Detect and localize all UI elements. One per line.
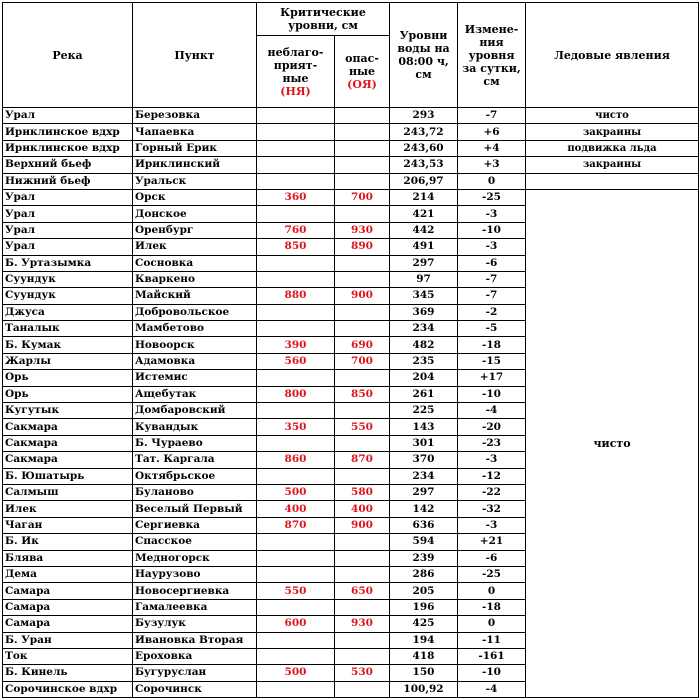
point-cell: Октябрьское <box>133 468 257 484</box>
unfavorable-level-cell: 760 <box>257 222 335 238</box>
river-cell: Суундук <box>3 271 133 287</box>
unfavorable-level-cell: 350 <box>257 419 335 435</box>
water-level-cell: 150 <box>390 665 458 681</box>
ice-phenomena-cell: подвижка льда <box>526 140 699 156</box>
ice-phenomena-cell: чисто <box>526 108 699 124</box>
dangerous-level-cell <box>335 124 390 140</box>
river-cell: Сакмара <box>3 452 133 468</box>
water-level-cell: 243,53 <box>390 157 458 173</box>
river-cell: Б. Уран <box>3 632 133 648</box>
dangerous-level-cell: 550 <box>335 419 390 435</box>
point-cell: Тат. Каргала <box>133 452 257 468</box>
water-level-cell: 97 <box>390 271 458 287</box>
dangerous-level-cell <box>335 599 390 615</box>
water-level-cell: 234 <box>390 468 458 484</box>
unfavorable-level-cell <box>257 681 335 697</box>
header-ice: Ледовые явления <box>526 3 699 108</box>
level-change-cell: +3 <box>458 157 526 173</box>
water-level-cell: 482 <box>390 337 458 353</box>
unfavorable-level-cell: 550 <box>257 583 335 599</box>
level-change-cell: 0 <box>458 616 526 632</box>
river-cell: Орь <box>3 386 133 402</box>
unfavorable-level-cell <box>257 566 335 582</box>
water-level-cell: 214 <box>390 189 458 205</box>
water-level-cell: 636 <box>390 517 458 533</box>
river-cell: Чаган <box>3 517 133 533</box>
water-level-cell: 204 <box>390 370 458 386</box>
dangerous-level-cell: 890 <box>335 239 390 255</box>
dangerous-level-cell <box>335 321 390 337</box>
level-change-cell: -7 <box>458 288 526 304</box>
unfavorable-level-cell: 360 <box>257 189 335 205</box>
point-cell: Березовка <box>133 108 257 124</box>
point-cell: Наурузово <box>133 566 257 582</box>
point-cell: Добровольское <box>133 304 257 320</box>
river-cell: Самара <box>3 616 133 632</box>
river-cell: Б. Юшатырь <box>3 468 133 484</box>
unfavorable-level-cell <box>257 632 335 648</box>
river-cell: Урал <box>3 222 133 238</box>
unfavorable-level-cell: 860 <box>257 452 335 468</box>
level-change-cell: -6 <box>458 255 526 271</box>
table-row <box>3 157 699 173</box>
unfavorable-level-cell <box>257 304 335 320</box>
point-cell: Истемис <box>133 370 257 386</box>
unfavorable-level-cell <box>257 173 335 189</box>
water-level-cell: 194 <box>390 632 458 648</box>
dangerous-level-cell: 690 <box>335 337 390 353</box>
water-level-cell: 243,72 <box>390 124 458 140</box>
dangerous-level-cell: 580 <box>335 484 390 500</box>
point-cell: Сергиевка <box>133 517 257 533</box>
level-change-cell: +6 <box>458 124 526 140</box>
level-change-cell: -4 <box>458 403 526 419</box>
water-level-cell: 345 <box>390 288 458 304</box>
river-cell: Урал <box>3 206 133 222</box>
level-change-cell: -7 <box>458 271 526 287</box>
river-cell: Ириклинское вдхр <box>3 124 133 140</box>
unfavorable-level-cell <box>257 157 335 173</box>
dangerous-level-cell: 870 <box>335 452 390 468</box>
river-cell: Верхний бьеф <box>3 157 133 173</box>
level-change-cell: -25 <box>458 189 526 205</box>
river-cell: Сорочинское вдхр <box>3 681 133 697</box>
header-unfavorable-l2: прият- <box>273 58 318 72</box>
water-level-cell: 297 <box>390 255 458 271</box>
unfavorable-level-cell: 800 <box>257 386 335 402</box>
level-change-cell: -15 <box>458 353 526 369</box>
header-change: Измене-ния уровня за сутки, см <box>458 3 526 108</box>
water-level-cell: 225 <box>390 403 458 419</box>
dangerous-level-cell <box>335 271 390 287</box>
water-level-cell: 491 <box>390 239 458 255</box>
dangerous-level-cell <box>335 370 390 386</box>
river-cell: Кугутык <box>3 403 133 419</box>
unfavorable-level-cell <box>257 255 335 271</box>
point-cell: Бузулук <box>133 616 257 632</box>
point-cell: Горный Ерик <box>133 140 257 156</box>
ice-phenomena-cell: закраины <box>526 124 699 140</box>
dangerous-level-cell <box>335 435 390 451</box>
dangerous-level-cell: 700 <box>335 353 390 369</box>
dangerous-level-cell <box>335 632 390 648</box>
unfavorable-level-cell <box>257 403 335 419</box>
water-level-cell: 261 <box>390 386 458 402</box>
unfavorable-level-cell <box>257 124 335 140</box>
water-level-cell: 239 <box>390 550 458 566</box>
unfavorable-level-cell: 560 <box>257 353 335 369</box>
river-cell: Джуса <box>3 304 133 320</box>
level-change-cell: -11 <box>458 632 526 648</box>
unfavorable-level-cell <box>257 599 335 615</box>
water-level-cell: 243,60 <box>390 140 458 156</box>
dangerous-level-cell <box>335 566 390 582</box>
unfavorable-level-cell: 500 <box>257 484 335 500</box>
river-cell: Б. Ик <box>3 534 133 550</box>
point-cell: Новоорск <box>133 337 257 353</box>
water-level-cell: 442 <box>390 222 458 238</box>
table-row <box>3 140 699 156</box>
point-cell: Адамовка <box>133 353 257 369</box>
level-change-cell: -10 <box>458 222 526 238</box>
table-row <box>3 124 699 140</box>
dangerous-level-cell <box>335 534 390 550</box>
point-cell: Гамалеевка <box>133 599 257 615</box>
point-cell: Б. Чураево <box>133 435 257 451</box>
unfavorable-level-cell <box>257 468 335 484</box>
dangerous-level-cell: 850 <box>335 386 390 402</box>
hydro-table-container <box>2 2 698 698</box>
ice-phenomena-cell <box>526 173 699 189</box>
point-cell: Майский <box>133 288 257 304</box>
point-cell: Новосергиевка <box>133 583 257 599</box>
water-level-cell: 142 <box>390 501 458 517</box>
header-river: Река <box>3 3 133 108</box>
water-level-cell: 234 <box>390 321 458 337</box>
dangerous-level-cell: 900 <box>335 517 390 533</box>
level-change-cell: -10 <box>458 665 526 681</box>
unfavorable-level-cell <box>257 271 335 287</box>
ice-phenomena-merged-cell: чисто <box>526 189 699 697</box>
dangerous-level-cell <box>335 206 390 222</box>
river-cell: Нижний бьеф <box>3 173 133 189</box>
unfavorable-level-cell <box>257 370 335 386</box>
point-cell: Мамбетово <box>133 321 257 337</box>
unfavorable-level-cell: 850 <box>257 239 335 255</box>
level-change-cell: -18 <box>458 337 526 353</box>
dangerous-level-cell: 700 <box>335 189 390 205</box>
level-change-cell: -4 <box>458 681 526 697</box>
header-unfavorable-l3: ные <box>282 71 309 85</box>
river-cell: Урал <box>3 239 133 255</box>
level-change-cell: -5 <box>458 321 526 337</box>
dangerous-level-cell <box>335 108 390 124</box>
level-change-cell: -2 <box>458 304 526 320</box>
level-change-cell: -32 <box>458 501 526 517</box>
header-critical: Критические уровни, см <box>257 3 390 36</box>
unfavorable-level-cell: 400 <box>257 501 335 517</box>
level-change-cell: -7 <box>458 108 526 124</box>
dangerous-level-cell <box>335 255 390 271</box>
header-dangerous-l1: опас- <box>345 52 379 65</box>
river-cell: Урал <box>3 108 133 124</box>
level-change-cell: -10 <box>458 386 526 402</box>
header-unfavorable-l1: неблаго- <box>267 45 324 59</box>
unfavorable-level-cell <box>257 550 335 566</box>
water-level-cell: 293 <box>390 108 458 124</box>
level-change-cell: -23 <box>458 435 526 451</box>
river-cell: Сакмара <box>3 435 133 451</box>
unfavorable-level-cell <box>257 648 335 664</box>
river-cell: Ток <box>3 648 133 664</box>
point-cell: Буланово <box>133 484 257 500</box>
dangerous-level-cell <box>335 173 390 189</box>
level-change-cell: -161 <box>458 648 526 664</box>
river-cell: Таналык <box>3 321 133 337</box>
level-change-cell: -3 <box>458 206 526 222</box>
dangerous-level-cell <box>335 468 390 484</box>
level-change-cell: +4 <box>458 140 526 156</box>
river-cell: Салмыш <box>3 484 133 500</box>
level-change-cell: -20 <box>458 419 526 435</box>
level-change-cell: -25 <box>458 566 526 582</box>
point-cell: Илек <box>133 239 257 255</box>
unfavorable-level-cell <box>257 435 335 451</box>
point-cell: Ероховка <box>133 648 257 664</box>
water-level-cell: 418 <box>390 648 458 664</box>
water-level-cell: 205 <box>390 583 458 599</box>
point-cell: Кваркено <box>133 271 257 287</box>
water-level-cell: 301 <box>390 435 458 451</box>
dangerous-level-cell: 400 <box>335 501 390 517</box>
table-row <box>3 173 699 189</box>
unfavorable-level-cell <box>257 140 335 156</box>
header-unfavorable-abbr: (НЯ) <box>280 84 311 98</box>
water-level-cell: 594 <box>390 534 458 550</box>
level-change-cell: 0 <box>458 173 526 189</box>
point-cell: Ириклинский <box>133 157 257 173</box>
level-change-cell: -3 <box>458 452 526 468</box>
dangerous-level-cell: 650 <box>335 583 390 599</box>
point-cell: Кувандык <box>133 419 257 435</box>
river-cell: Дема <box>3 566 133 582</box>
header-dangerous-abbr: (ОЯ) <box>347 78 377 91</box>
unfavorable-level-cell <box>257 108 335 124</box>
river-cell: Жарлы <box>3 353 133 369</box>
level-change-cell: -3 <box>458 239 526 255</box>
water-level-cell: 425 <box>390 616 458 632</box>
dangerous-level-cell: 930 <box>335 616 390 632</box>
point-cell: Орск <box>133 189 257 205</box>
header-dangerous <box>335 36 390 108</box>
header-point: Пункт <box>133 3 257 108</box>
dangerous-level-cell <box>335 403 390 419</box>
level-change-cell: -6 <box>458 550 526 566</box>
header-level: Уровни воды на 08:00 ч, см <box>390 3 458 108</box>
point-cell: Домбаровский <box>133 403 257 419</box>
water-level-cell: 143 <box>390 419 458 435</box>
water-level-cell: 196 <box>390 599 458 615</box>
river-cell: Сакмара <box>3 419 133 435</box>
river-cell: Урал <box>3 189 133 205</box>
level-change-cell: 0 <box>458 583 526 599</box>
water-level-cell: 421 <box>390 206 458 222</box>
point-cell: Оренбург <box>133 222 257 238</box>
river-levels-table <box>2 2 699 698</box>
dangerous-level-cell <box>335 304 390 320</box>
unfavorable-level-cell: 390 <box>257 337 335 353</box>
table-row <box>3 189 699 205</box>
header-unfavorable <box>257 36 335 108</box>
level-change-cell: -18 <box>458 599 526 615</box>
dangerous-level-cell <box>335 140 390 156</box>
river-cell: Орь <box>3 370 133 386</box>
unfavorable-level-cell <box>257 321 335 337</box>
river-cell: Ириклинское вдхр <box>3 140 133 156</box>
point-cell: Сосновка <box>133 255 257 271</box>
unfavorable-level-cell <box>257 206 335 222</box>
level-change-cell: +17 <box>458 370 526 386</box>
point-cell: Бугуруслан <box>133 665 257 681</box>
river-cell: Самара <box>3 583 133 599</box>
dangerous-level-cell <box>335 157 390 173</box>
table-body <box>3 108 699 698</box>
water-level-cell: 286 <box>390 566 458 582</box>
dangerous-level-cell <box>335 681 390 697</box>
water-level-cell: 100,92 <box>390 681 458 697</box>
water-level-cell: 297 <box>390 484 458 500</box>
ice-phenomena-cell: закраины <box>526 157 699 173</box>
level-change-cell: -3 <box>458 517 526 533</box>
river-cell: Самара <box>3 599 133 615</box>
point-cell: Уральск <box>133 173 257 189</box>
point-cell: Донское <box>133 206 257 222</box>
river-cell: Суундук <box>3 288 133 304</box>
water-level-cell: 206,97 <box>390 173 458 189</box>
point-cell: Ивановка Вторая <box>133 632 257 648</box>
river-cell: Блява <box>3 550 133 566</box>
unfavorable-level-cell: 500 <box>257 665 335 681</box>
table-row <box>3 108 699 124</box>
river-cell: Б. Кумак <box>3 337 133 353</box>
unfavorable-level-cell <box>257 534 335 550</box>
point-cell: Веселый Первый <box>133 501 257 517</box>
level-change-cell: -22 <box>458 484 526 500</box>
unfavorable-level-cell: 600 <box>257 616 335 632</box>
dangerous-level-cell: 900 <box>335 288 390 304</box>
point-cell: Сорочинск <box>133 681 257 697</box>
unfavorable-level-cell: 870 <box>257 517 335 533</box>
level-change-cell: -12 <box>458 468 526 484</box>
point-cell: Спасское <box>133 534 257 550</box>
water-level-cell: 370 <box>390 452 458 468</box>
unfavorable-level-cell: 880 <box>257 288 335 304</box>
point-cell: Медногорск <box>133 550 257 566</box>
river-cell: Илек <box>3 501 133 517</box>
level-change-cell: +21 <box>458 534 526 550</box>
dangerous-level-cell <box>335 550 390 566</box>
point-cell: Чапаевка <box>133 124 257 140</box>
header-dangerous-l2: ные <box>348 65 376 78</box>
dangerous-level-cell: 930 <box>335 222 390 238</box>
dangerous-level-cell: 530 <box>335 665 390 681</box>
water-level-cell: 235 <box>390 353 458 369</box>
river-cell: Б. Кинель <box>3 665 133 681</box>
river-cell: Б. Уртазымка <box>3 255 133 271</box>
dangerous-level-cell <box>335 648 390 664</box>
water-level-cell: 369 <box>390 304 458 320</box>
point-cell: Ащебутак <box>133 386 257 402</box>
